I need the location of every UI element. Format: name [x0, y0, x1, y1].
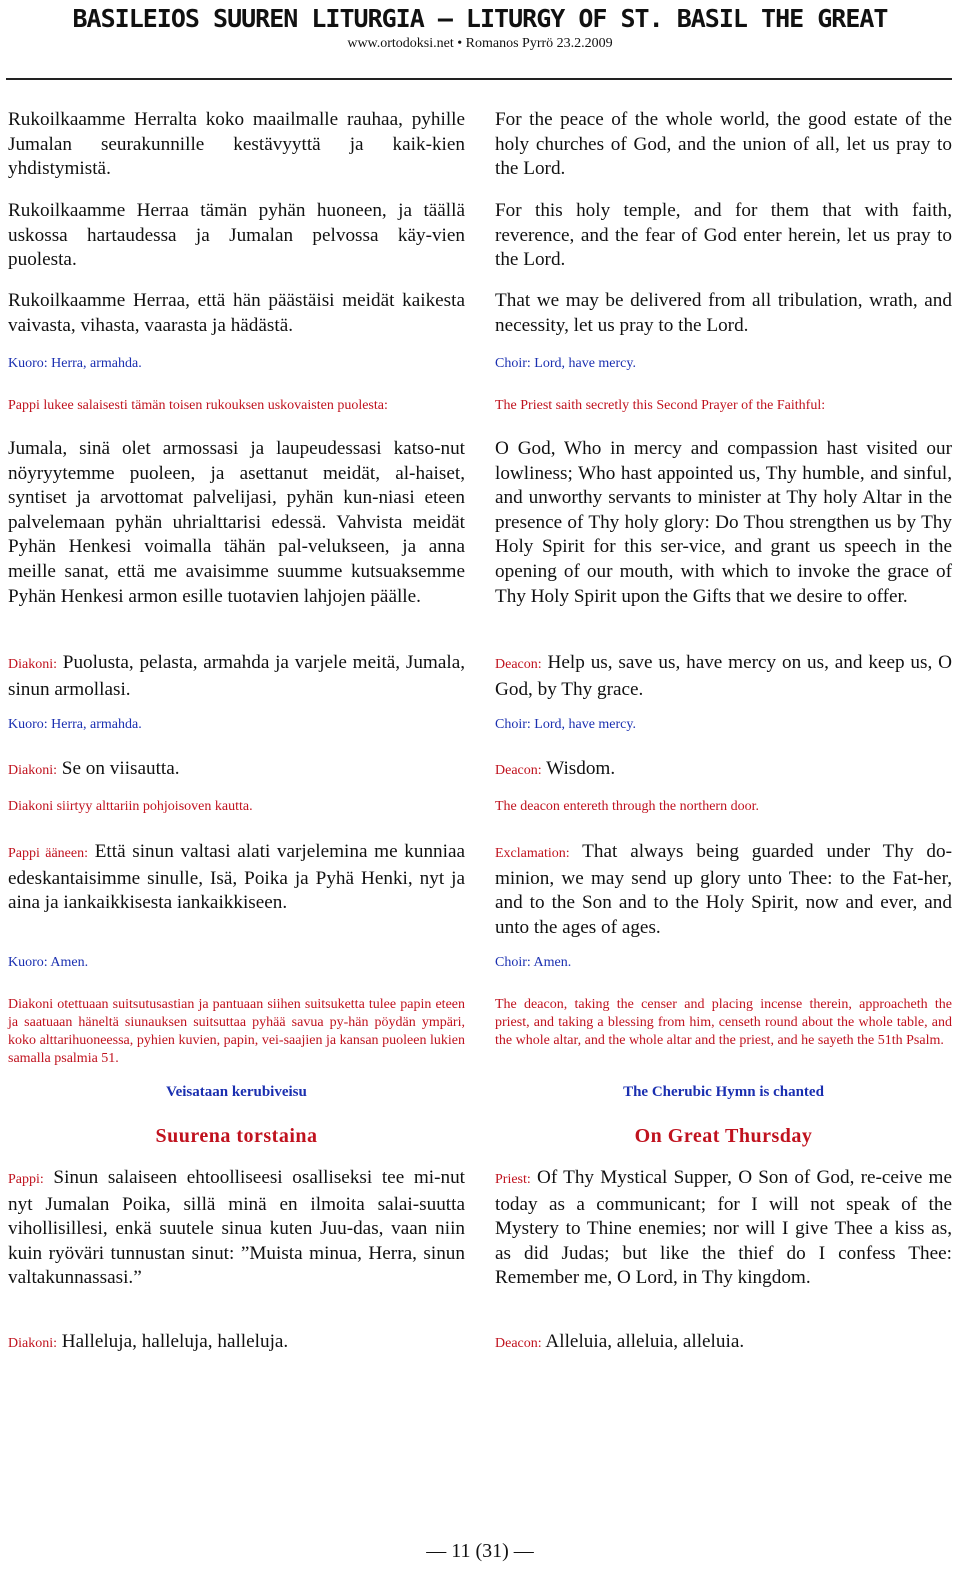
litany-petition-1: Rukoilkaamme Herralta koko maailmalle rauhaa, pyhille Jumalan seurakunnille kestävyyttä ja kaik-kien yhdistymistä.: [8, 109, 465, 180]
cherubic-hymn-note: The Cherubic Hymn is chanted: [623, 1084, 824, 1100]
litany-petition-3: Rukoilkaamme Herraa, että hän päästäisi meidät kaikesta vaivasta, vihasta, vaarasta ja hädästä.: [8, 290, 465, 336]
choir-amen: Kuoro: Amen.: [8, 955, 89, 970]
speaker-text: Sinun salaiseen ehtoolliseesi osalliseksi tee mi-nut nyt Jumalan Poika, sillä minä en ilmoita salai-suutta vihollisillesi, enkä suutele sinua kuten Juu-das, vaan niin kuin ryöväri tunnustan sinut: ”Muista minua, Herra, sinun valtakunnassasi.”: [8, 1167, 466, 1289]
deacon-alleluia: [495, 1330, 952, 1357]
speaker-label: Diakoni:: [8, 763, 57, 778]
speaker-text: That always being guarded under Thy do-minion, we may send up glory unto Thee: to the Fat-her, and to the Son and to the Holy Spirit, now and ever, and unto the ages of ages.: [495, 841, 952, 938]
choir-amen: Choir: Amen.: [495, 955, 572, 970]
exclamation: [495, 840, 952, 940]
speaker-label: Deacon:: [495, 657, 542, 672]
page-title: BASILEIOS SUUREN LITURGIA — LITURGY OF ST. BASIL THE GREAT: [72, 4, 888, 33]
speaker-label: Deacon:: [495, 763, 542, 778]
speaker-label: Deacon:: [495, 1336, 542, 1351]
deacon-wisdom: [8, 757, 465, 784]
priest-prayer: [495, 1166, 952, 1291]
priest-prayer: [8, 1166, 465, 1291]
deacon-petition: [8, 651, 465, 702]
header-rule: [6, 78, 952, 80]
choir-response-1: Choir: Lord, have mercy.: [495, 356, 636, 371]
litany-petition-3: That we may be delivered from all tribulation, wrath, and necessity, let us pray to the Lord.: [495, 290, 952, 336]
speaker-text: Se on viisautta.: [61, 758, 180, 779]
rubric-censing: The deacon, taking the censer and placing incense therein, approacheth the priest, and taking a blessing from him, censeth round about the whole table, and the whole altar, and the whole altar and the priest, and he sayeth the 51th Psalm.: [495, 997, 952, 1048]
speaker-text: Wisdom.: [546, 758, 616, 779]
speaker-text: Puolusta, pelasta, armahda ja varjele meitä, Jumala, sinun armollasi.: [8, 652, 466, 700]
page-header: [0, 0, 960, 52]
deacon-wisdom: [495, 757, 952, 784]
choir-response-1: Kuoro: Herra, armahda.: [8, 356, 142, 371]
exclamation: [8, 840, 465, 916]
speaker-label: Pappi:: [8, 1172, 44, 1187]
cherubic-hymn-note: Veisataan kerubiveisu: [166, 1084, 307, 1100]
speaker-label: Exclamation:: [495, 846, 570, 861]
speaker-text: Alleluia, alleluia, alleluia.: [545, 1331, 745, 1352]
speaker-text: Help us, save us, have mercy on us, and keep us, O God, by Thy grace.: [495, 652, 953, 700]
speaker-text: Of Thy Mystical Supper, O Son of God, re-ceive me today as a communicant; for I will not speak of the Mystery to Thine enemies; nor will I give Thee a kiss as, as did Judas; but like the thief do I confess Thee: Remember me, O Lord, in Thy kingdom.: [495, 1167, 953, 1289]
litany-petition-2: Rukoilkaamme Herraa tämän pyhän huoneen, ja täällä uskossa hartaudessa ja Jumalan pelvossa käy-vien puolesta.: [8, 200, 465, 271]
section-heading: Suurena torstaina: [155, 1125, 318, 1147]
deacon-petition: [495, 651, 952, 702]
litany-petition-2: For this holy temple, and for them that with faith, reverence, and the fear of God enter herein, let us pray to the Lord.: [495, 200, 952, 271]
deacon-alleluia: [8, 1330, 465, 1357]
rubric-north-door: The deacon entereth through the northern door.: [495, 799, 759, 814]
prayer-of-faithful: O God, Who in mercy and compassion hast visited our lowliness; Who hast appointed us, Thy humble, and sinful, and unworthy servants to minister at Thy holy Altar in the presence of Thy holy glory: Do Thou strengthen us by Thy Holy Spirit for this ser-vice, and grant us speech in the opening of our mouth, with which to invoke the grace of Thy Holy Spirit upon the Gifts that we desire to offer.: [495, 438, 952, 607]
choir-response-2: Choir: Lord, have mercy.: [495, 717, 636, 732]
speaker-text: Että sinun valtasi alati varjelemina me kunniaa edeskantaisimme sinulle, Isä, Poika ja Pyhä Henki, nyt ja aina ja iankaikkisesta iankaikkiseen.: [8, 841, 466, 914]
speaker-label: Diakoni:: [8, 657, 57, 672]
choir-response-2: Kuoro: Herra, armahda.: [8, 717, 142, 732]
page-number: — 11 (31) —: [426, 1540, 534, 1562]
rubric-prayer: The Priest saith secretly this Second Prayer of the Faithful:: [495, 398, 826, 413]
rubric-north-door: Diakoni siirtyy alttariin pohjoisoven kautta.: [8, 799, 253, 814]
prayer-of-faithful: Jumala, sinä olet armossasi ja laupeudessasi katso-nut nöyryytemme puoleen, ja asettanut meidät, al-haiset, syntiset ja arvottomat palvelijasi, pyhän kun-niasi eteen palvelemaan pyhän uhrialttarisi edessä. Vahvista meidät Pyhän Henkesi voimalla tähän pal-velukseen, ja anna meille sanat, että me avaisimme suumme kutsuaksemme Pyhän Henkesi armon esille tuotavien lahjojen päälle.: [8, 438, 465, 607]
litany-petition-1: For the peace of the whole world, the good estate of the holy churches of God, and the union of all, let us pray to the Lord.: [495, 109, 952, 180]
section-heading: On Great Thursday: [634, 1125, 813, 1147]
rubric-prayer: Pappi lukee salaisesti tämän toisen rukouksen uskovaisten puolesta:: [8, 398, 388, 413]
rubric-censing: Diakoni otettuaan suitsutusastian ja pantuaan siihen suitsuketta tulee papin eteen ja saatuaan häneltä siunauksen suitsuttaa pyhää savua py-hän pöydän ympäri, koko alttarihuoneessa, pyhien kuvien, papin, vei-saajien ja kansan puoleen lukien samalla psalmia 51.: [8, 997, 465, 1066]
speaker-label: Pappi ääneen:: [8, 846, 89, 861]
speaker-text: Halleluja, halleluja, halleluja.: [61, 1331, 289, 1352]
page-subtitle: www.ortodoksi.net • Romanos Pyrrö 23.2.2009: [347, 36, 613, 51]
speaker-label: Priest:: [495, 1172, 531, 1187]
speaker-label: Diakoni:: [8, 1336, 57, 1351]
